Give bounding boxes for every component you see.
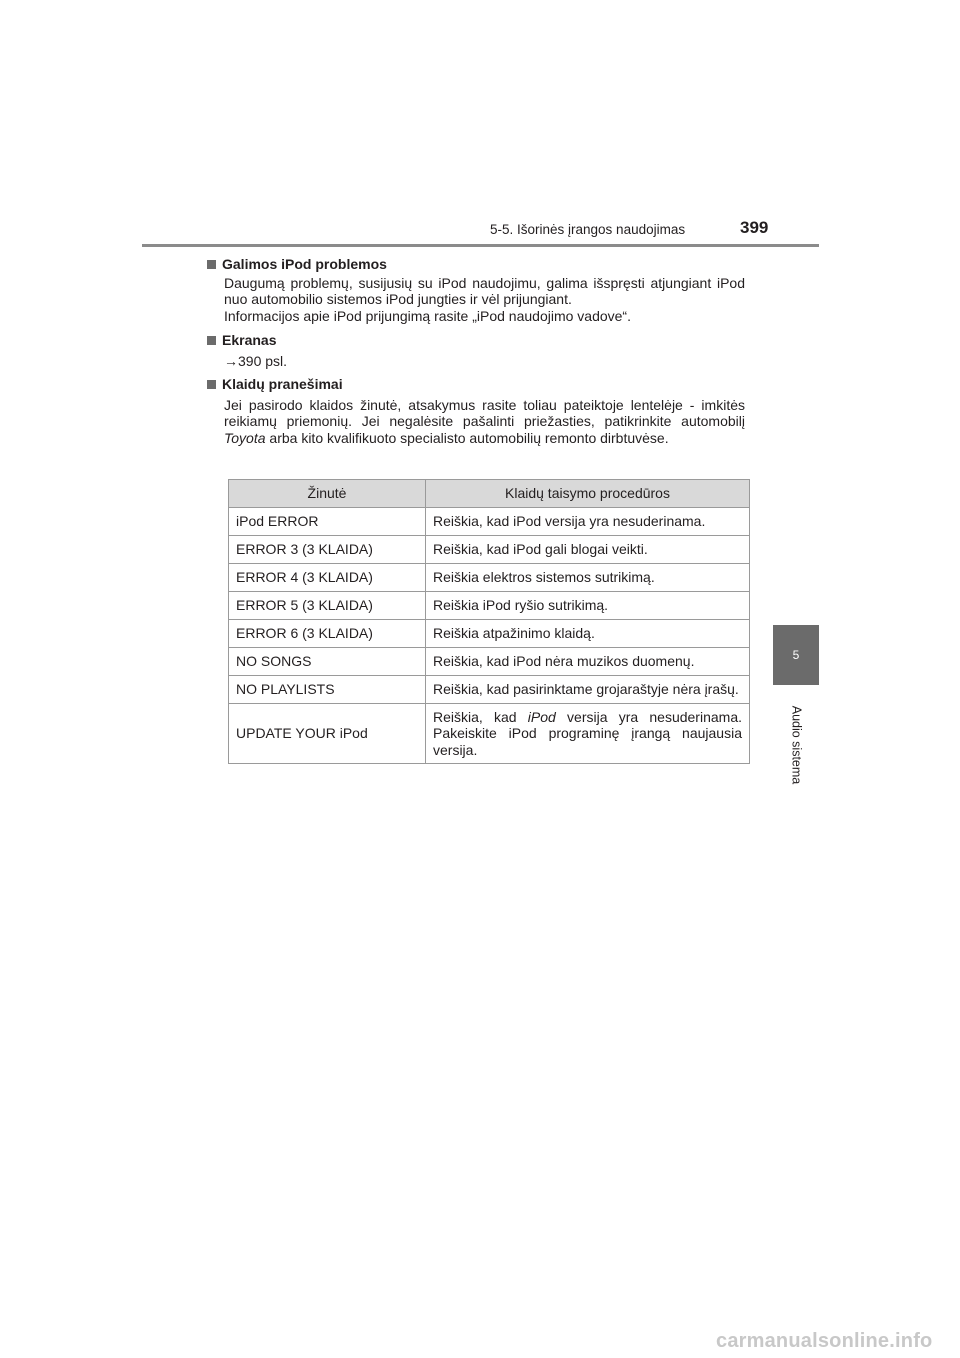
paragraph	[224, 397, 745, 447]
table-row	[229, 648, 750, 676]
message-cell: UPDATE YOUR iPod	[229, 703, 426, 764]
main-content	[207, 256, 745, 450]
table-row	[229, 564, 750, 592]
square-bullet-icon	[207, 336, 216, 345]
message-cell: ERROR 6 (3 KLAIDA)	[229, 620, 426, 648]
procedure-cell: Reiškia, kad iPod gali blogai veikti.	[426, 536, 750, 564]
text: iPod	[527, 708, 556, 725]
section-title: Klaidų pranešimai	[222, 376, 343, 392]
section-body	[207, 353, 745, 370]
section-title: Ekranas	[222, 332, 277, 348]
message-cell: NO PLAYLISTS	[229, 676, 426, 704]
chapter-tab[interactable]	[773, 625, 819, 685]
procedure-cell: Reiškia iPod ryšio sutrikimą.	[426, 592, 750, 620]
chapter-label: Audio sistema	[789, 705, 804, 785]
procedure-cell: Reiškia, kad iPod versija yra nesuderinama.	[426, 508, 750, 536]
brand-name: Toyota	[224, 429, 266, 446]
text: versija yra nesuderinama. Pakeiskite iPod programinę įrangą naujausia versija.	[433, 708, 742, 758]
procedure-cell: Reiškia atpažinimo klaidą.	[426, 620, 750, 648]
message-cell: iPod ERROR	[229, 508, 426, 536]
text: Reiškia, kad	[433, 708, 528, 725]
table-header-row	[229, 480, 750, 508]
column-header: Žinutė	[229, 480, 426, 508]
section-body	[207, 397, 745, 447]
section-ipod-problems	[207, 256, 745, 324]
section-screen	[207, 332, 745, 369]
page-reference-text: 390 psl.	[238, 352, 288, 369]
text: Jei pasirodo klaidos žinutė, atsakymus rasite toliau pateiktoje lentelėje - imkitės reikiamų priemonių. Jei negalėsite pašalinti priežasties, patikrinkite automobilį	[224, 396, 745, 429]
page-number: 399	[740, 218, 769, 237]
column-header: Klaidų taisymo procedūros	[426, 480, 750, 508]
message-cell: ERROR 4 (3 KLAIDA)	[229, 564, 426, 592]
section-errors	[207, 376, 745, 446]
table-row	[229, 676, 750, 704]
message-cell: ERROR 5 (3 KLAIDA)	[229, 592, 426, 620]
message-cell: ERROR 3 (3 KLAIDA)	[229, 536, 426, 564]
table-row	[229, 620, 750, 648]
square-bullet-icon	[207, 380, 216, 389]
paragraph: Daugumą problemų, susijusių su iPod naudojimu, galima išspręsti atjungiant iPod nuo automobilio sistemos iPod jungties ir vėl prijungiant.	[224, 274, 745, 307]
procedure-cell: Reiškia, kad iPod nėra muzikos duomenų.	[426, 648, 750, 676]
section-body	[207, 275, 745, 325]
header-divider	[142, 244, 819, 247]
procedure-cell	[426, 703, 750, 764]
procedure-cell: Reiškia elektros sistemos sutrikimą.	[426, 564, 750, 592]
section-heading	[207, 376, 745, 393]
table-row	[229, 508, 750, 536]
watermark-logo: carmanualsonline.info	[716, 1330, 933, 1352]
error-messages-table	[228, 479, 750, 764]
running-header: 5-5. Išorinės įrangos naudojimas	[490, 222, 686, 237]
arrow-right-icon: →	[224, 352, 238, 369]
text: arba kito kvalifikuoto specialisto automobilių remonto dirbtuvėse.	[265, 429, 669, 446]
message-cell: NO SONGS	[229, 648, 426, 676]
section-heading	[207, 332, 745, 349]
square-bullet-icon	[207, 260, 216, 269]
table-row	[229, 703, 750, 764]
section-heading	[207, 256, 745, 273]
procedure-cell: Reiškia, kad pasirinktame grojaraštyje nėra įrašų.	[426, 676, 750, 704]
table-row	[229, 592, 750, 620]
chapter-number: 5	[792, 648, 800, 662]
section-title: Galimos iPod problemos	[222, 256, 387, 272]
chapter-label-wrap	[764, 695, 828, 795]
table-row	[229, 536, 750, 564]
paragraph: Informacijos apie iPod prijungimą rasite „iPod naudojimo vadove“.	[224, 307, 631, 324]
page-reference[interactable]	[224, 353, 745, 370]
